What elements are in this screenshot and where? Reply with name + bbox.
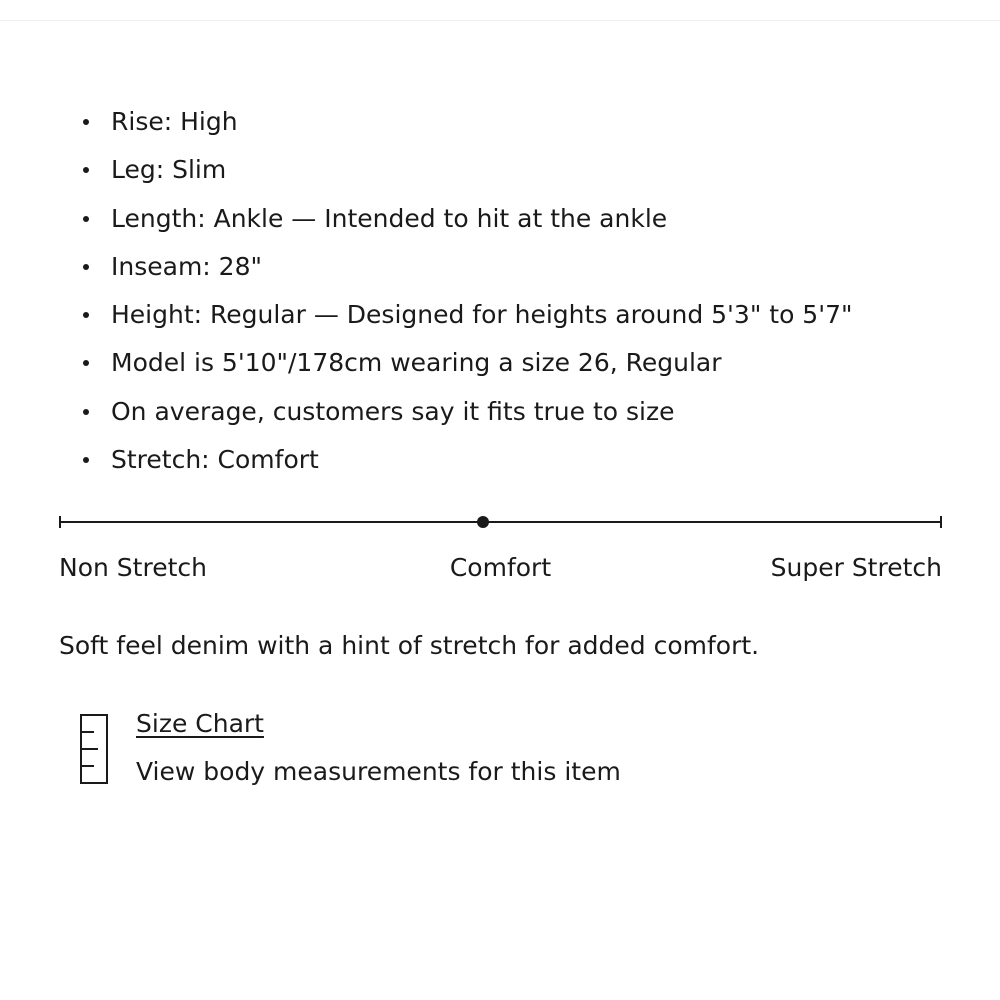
stretch-label-comfort: Comfort [449,553,552,582]
bullet-icon [83,119,89,125]
bullet-icon [83,360,89,366]
list-item [59,146,853,194]
fit-detail-text: Inseam: 28" [111,251,262,281]
stretch-label-super-stretch: Super Stretch [770,553,942,582]
fit-detail-text: Rise: High [111,107,238,136]
list-item [59,98,853,146]
size-chart-section [80,704,780,800]
fit-detail-text: On average, customers say it fits true to size [111,396,675,426]
stretch-scale-start-tick [59,516,61,528]
stretch-scale-end-tick [940,516,942,528]
size-chart-subtitle: View body measurements for this item [136,757,621,786]
stretch-description: Soft feel denim with a hint of stretch for added comfort. [59,631,760,660]
fit-detail-text: Height: Regular — Designed for heights around 5'3" to 5'7" [111,300,853,330]
fit-detail-text: Leg: Slim [111,155,227,185]
stretch-scale-line [59,521,942,523]
list-item [59,339,853,387]
stretch-label-non-stretch: Non Stretch [59,553,207,582]
fit-detail-text: Length: Ankle — Intended to hit at the ankle [111,203,668,233]
fit-detail-text: Model is 5'10"/178cm wearing a size 26, Regular [111,348,722,378]
bullet-icon [83,167,89,173]
bullet-icon [83,312,89,318]
list-item [59,436,853,484]
stretch-scale-labels [59,548,942,588]
stretch-level-marker [477,516,489,528]
top-divider [0,20,1000,21]
bullet-icon [83,264,89,270]
ruler-icon [80,714,108,784]
fit-detail-text: Stretch: Comfort [111,445,319,475]
stretch-scale [59,512,942,532]
size-chart-link[interactable]: Size Chart [136,709,264,738]
list-item [59,291,853,339]
bullet-icon [83,409,89,415]
list-item [59,388,853,436]
bullet-icon [83,457,89,463]
list-item [59,243,853,291]
list-item [59,195,853,243]
fit-details-list [59,98,853,484]
bullet-icon [83,216,89,222]
